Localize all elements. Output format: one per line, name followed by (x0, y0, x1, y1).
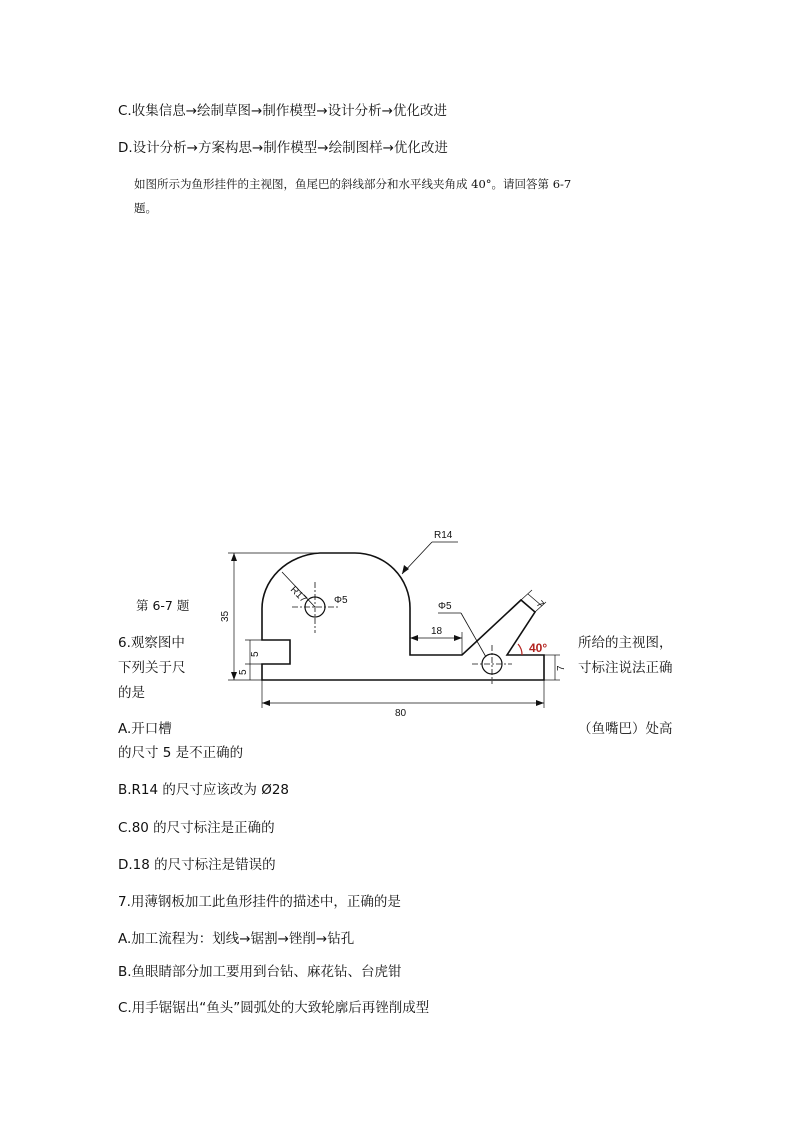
q6-stem-3: 的是 (118, 685, 145, 701)
label-angle-40: 40° (529, 641, 548, 655)
label-dim-35: 35 (220, 610, 231, 622)
q6-option-c: C.80 的尺寸标注是正确的 (118, 820, 275, 836)
q6-option-d: D.18 的尺寸标注是错误的 (118, 857, 276, 873)
q6-option-a-left: A.开口槽 (118, 721, 172, 737)
q7-option-c: C.用手锯锯出“鱼头”圆弧处的大致轮廓后再锉削成型 (118, 1000, 430, 1016)
label-dim-80: 80 (395, 708, 407, 719)
label-dim-5: 5 (250, 651, 261, 657)
label-dim-5b: 5 (238, 669, 249, 675)
q6-stem-1-left: 6.观察图中 (118, 635, 185, 651)
q6-stem-2-right: 寸标注说法正确 (578, 660, 673, 676)
q7-stem: 7.用薄钢板加工此鱼形挂件的描述中，正确的是 (118, 894, 401, 910)
label-dim-18: 18 (431, 626, 443, 637)
q7-option-a: A.加工流程为：划线→锯割→锉削→钻孔 (118, 931, 355, 947)
q6-stem-2-left: 下列关于尺 (118, 660, 186, 676)
label-dim-7-tail: 7 (533, 598, 546, 611)
intro-line-1: 如图所示为鱼形挂件的主视图，鱼尾巴的斜线部分和水平线夹角成 40°。请回答第 6-7 (134, 177, 572, 191)
figure-caption: 第 6-7 题 (136, 598, 190, 613)
option-d-top: D.设计分析→方案构思→制作模型→绘制图样→优化改进 (118, 140, 448, 156)
label-phi5-hole: Φ5 (438, 601, 452, 612)
q6-stem-1-right: 所给的主视图， (578, 635, 673, 651)
option-c-top: C.收集信息→绘制草图→制作模型→设计分析→优化改进 (118, 103, 447, 119)
q6-option-a-right: （鱼嘴巴）处高 (578, 721, 673, 737)
intro-line-2: 题。 (134, 201, 157, 215)
label-r17: R17 (287, 584, 309, 606)
label-phi5-eye: Φ5 (334, 595, 348, 606)
q6-option-b: B.R14 的尺寸应该改为 Ø28 (118, 782, 289, 798)
q6-option-a-cont: 的尺寸 5 是不正确的 (118, 745, 244, 761)
q7-option-b: B.鱼眼睛部分加工要用到台钻、麻花钻、台虎钳 (118, 964, 402, 980)
label-r14: R14 (434, 530, 453, 541)
label-dim-7: 7 (556, 665, 567, 671)
